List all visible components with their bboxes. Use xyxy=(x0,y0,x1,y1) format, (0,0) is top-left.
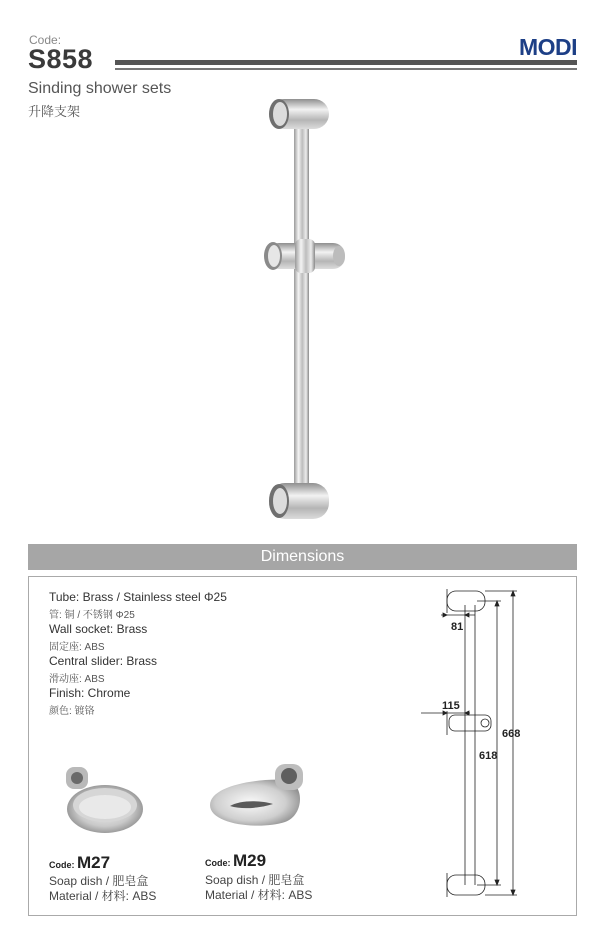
accessory-m27-desc: Soap dish / 肥皂盒 xyxy=(49,874,149,888)
central-slider xyxy=(264,239,345,273)
spec-slider-cn: 滑动座: ABS xyxy=(49,674,105,685)
spec-tube-en: Tube: Brass / Stainless steel Φ25 xyxy=(49,590,227,604)
accessory-m27-material: Material / 材料: ABS xyxy=(49,889,157,903)
title-rule xyxy=(115,60,577,72)
spec-slider-en: Central slider: Brass xyxy=(49,654,158,668)
spec-finish-en: Finish: Chrome xyxy=(49,686,131,700)
bottom-wall-bracket xyxy=(269,483,329,519)
technical-drawing xyxy=(415,585,530,905)
dim-label-618: 618 xyxy=(479,750,498,762)
spec-tube-cn: 管: 铜 / 不锈钢 Φ25 xyxy=(49,610,135,621)
product-name-en: Sinding shower sets xyxy=(28,80,172,97)
product-name-cn: 升降支架 xyxy=(28,104,81,119)
accessory-m29-desc: Soap dish / 肥皂盒 xyxy=(205,873,305,887)
spec-wall-socket-en: Wall socket: Brass xyxy=(49,622,148,636)
dimensions-header: Dimensions xyxy=(28,544,577,570)
spec-finish-cn: 颜色: 镀铬 xyxy=(49,706,95,717)
dim-label-115: 115 xyxy=(442,700,460,712)
brand-logo: MODI xyxy=(518,34,577,60)
rail-tube xyxy=(294,115,309,510)
soap-dish-m29-image xyxy=(205,760,310,835)
dim-label-81: 81 xyxy=(451,621,464,633)
slide-rail-image xyxy=(255,95,350,525)
accessory-m27-code: Code: M27 xyxy=(49,853,111,872)
accessory-m29-code: Code: M29 xyxy=(205,851,267,870)
dim-label-668: 668 xyxy=(502,728,521,740)
spec-wall-socket-cn: 固定座: ABS xyxy=(49,642,105,653)
product-code: S858 xyxy=(28,44,94,74)
code-label: Code: xyxy=(29,33,62,47)
soap-dish-m27-image xyxy=(60,765,150,840)
accessory-m29-material: Material / 材料: ABS xyxy=(205,888,313,902)
top-wall-bracket xyxy=(269,99,329,129)
